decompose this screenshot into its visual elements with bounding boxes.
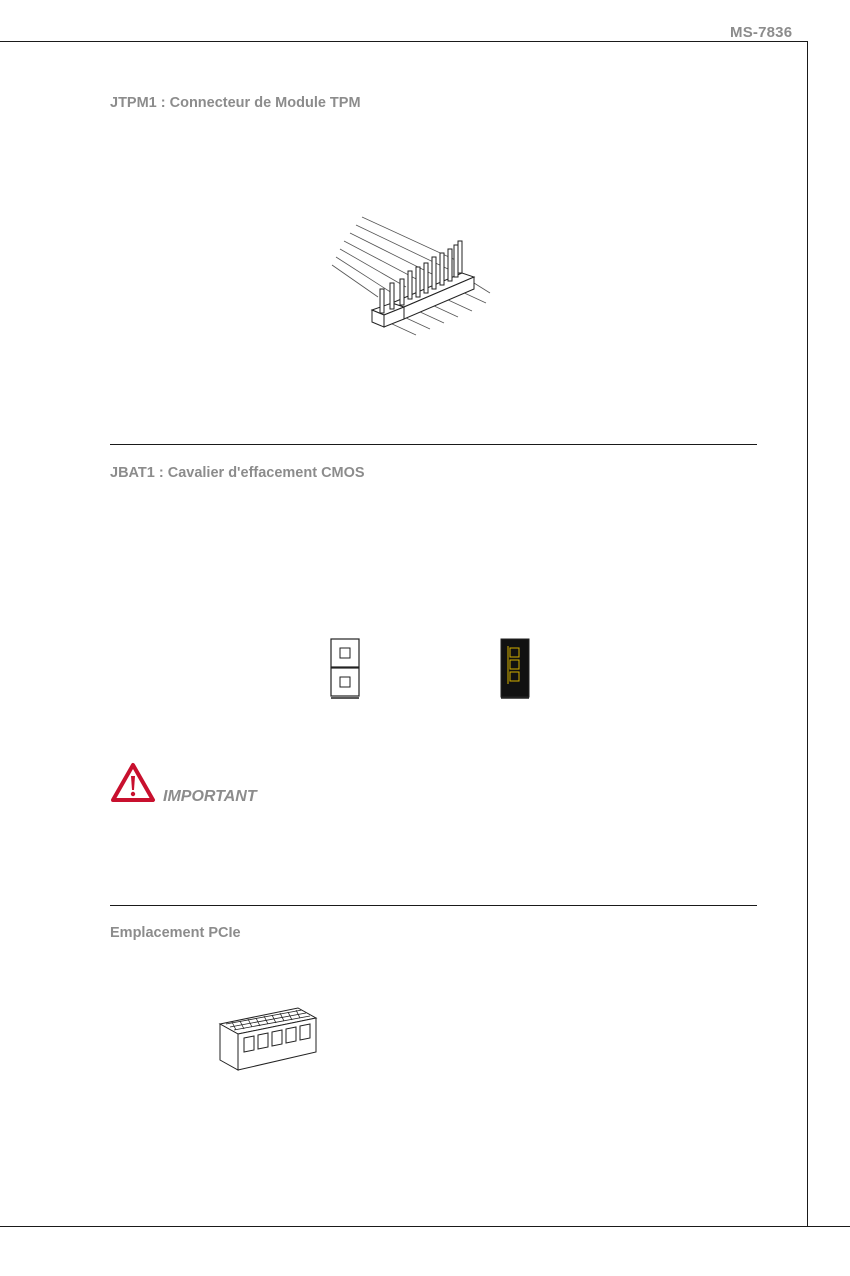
- tpm-section-title: JTPM1 : Connecteur de Module TPM: [110, 95, 361, 111]
- pcie-section-title: Emplacement PCIe: [110, 925, 241, 941]
- section-divider-1: [110, 444, 757, 445]
- important-label: IMPORTANT: [163, 788, 257, 805]
- jumper-open-illustration: [330, 638, 360, 700]
- bottom-rule: [0, 1226, 850, 1227]
- right-margin-rule: [807, 41, 808, 1227]
- pcie-slot-illustration: [218, 1006, 318, 1072]
- jumper-closed-illustration: [500, 638, 530, 700]
- section-divider-2: [110, 905, 757, 906]
- model-number: MS-7836: [730, 24, 793, 41]
- top-rule: [0, 41, 808, 42]
- tpm-connector-illustration: [330, 215, 500, 345]
- warning-triangle-icon: [110, 762, 156, 804]
- jbat-section-title: JBAT1 : Cavalier d'effacement CMOS: [110, 465, 365, 481]
